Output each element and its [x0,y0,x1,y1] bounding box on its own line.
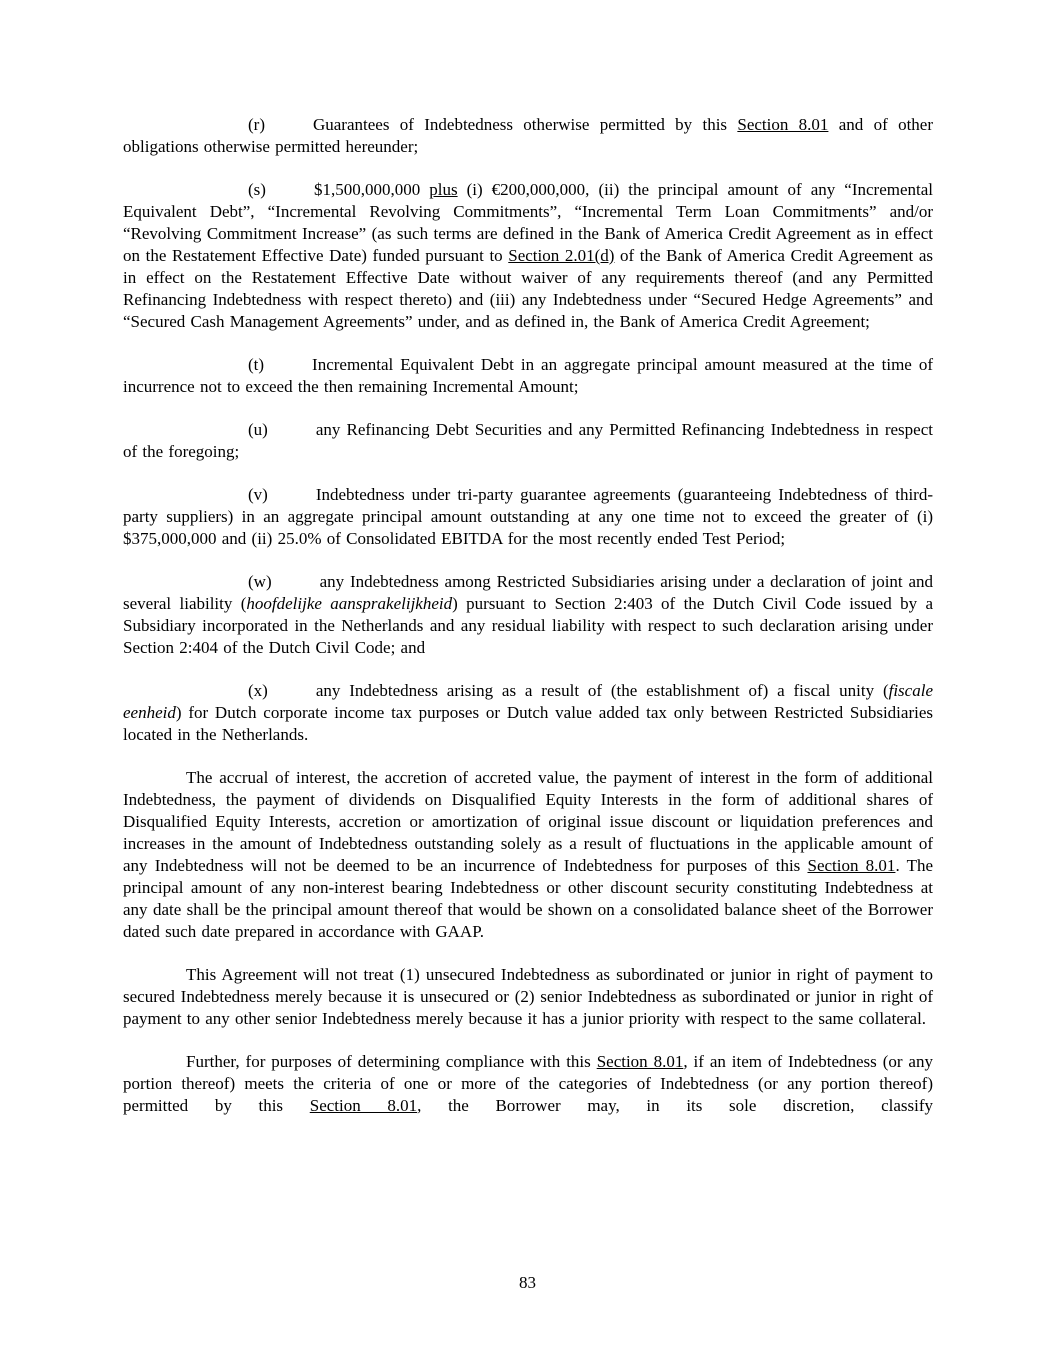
text-run: , the Borrower may, in its sole discretion, classify [417,1096,933,1115]
text-run: ) pursuant to Section 2:403 of the Dutch Civil Code issued by a Subsidiary incorporated in the Netherlands and any residual liability with respect to such declaration arising under Section 2:404 of the Dutch Civil Code; and [123,594,933,657]
text-run: . The principal amount of any non-interest bearing Indebtedness or other discount security constituting Indebtedness at any date shall be the principal amount thereof that would be shown on a consolidated balance sheet of the Borrower dated such date prepared in accordance with GAAP. [123,856,934,941]
list-paragraph-r [123,114,933,158]
list-item-label: (t) [248,355,265,374]
text-run: (i) €200,000,000, (ii) the principal amount of any “Incremental Equivalent Debt”, “Incremental Revolving Commitments”, “Incremental Term Loan Commitments” and/or “Revolving Commitment Increase” (as such terms are defined in the Bank of America Credit Agreement as in effect on the Restatement Effective Date) funded pursuant to [123,180,934,265]
text-run: any Refinancing Debt Securities and any Permitted Refinancing Indebtedness in respect of the foregoing; [123,420,933,461]
italic-foreign-phrase: hoofdelijke aansprakelijkheid [246,594,453,613]
underlined-section-reference: plus [429,180,458,199]
underlined-section-reference: Section 8.01 [309,1096,418,1115]
list-paragraph-t [123,354,933,398]
body-paragraph [123,964,933,1030]
body-paragraph [123,767,933,943]
list-item-label: (v) [248,485,268,504]
list-paragraph-v [123,484,933,550]
text-run: Guarantees of Indebtedness otherwise permitted by this [312,115,738,134]
underlined-section-reference: Section 8.01 [737,115,829,134]
list-item-label: (s) [248,180,266,199]
text-run: This Agreement will not treat (1) unsecured Indebtedness as subordinated or junior in right of payment to secured Indebtedness merely because it is unsecured or (2) senior Indebtedness as subordinated or junior in right of payment to any other senior Indebtedness merely because it has a junior priority with respect to the same collateral. [123,965,933,1028]
list-item-label: (w) [248,572,272,591]
text-run: of the Bank of America Credit Agreement as in effect on the Restatement Effective Date without waiver of any requirements thereof (and any Permitted Refinancing Indebtedness with respect thereto) and (iii) any Indebtedness under “Secured Hedge Agreements” and “Secured Cash Management Agreements” under, and as defined in, the Bank of America Credit Agreement; [123,246,933,331]
list-paragraph-x [123,680,933,746]
page-number: 83 [519,1273,536,1292]
underlined-section-reference: Section 8.01 [596,1052,684,1071]
text-run: ) for Dutch corporate income tax purposes or Dutch value added tax only between Restricted Subsidiaries located in the Netherlands. [123,703,933,744]
list-paragraph-s [123,179,933,333]
text-run: any Indebtedness arising as a result of (the establishment of) a fiscal unity ( [315,681,889,700]
text-run: Incremental Equivalent Debt in an aggregate principal amount measured at the time of incurrence not to exceed the then remaining Incremental Amount; [123,355,933,396]
text-run: and of other obligations otherwise permitted hereunder; [123,115,933,156]
italic-foreign-phrase: fiscale eenheid [123,681,933,722]
list-item-label: (u) [248,420,268,439]
text-run: any Indebtedness among Restricted Subsidiaries arising under a declaration of joint and several liability ( [123,572,933,613]
list-paragraph-w [123,571,933,659]
text-run: $1,500,000,000 [313,180,430,199]
underlined-section-reference: Section 2.01(d) [508,246,615,265]
list-paragraph-u [123,419,933,463]
text-run: Indebtedness under tri-party guarantee agreements (guaranteeing Indebtedness of third-party suppliers) in an aggregate principal amount outstanding at any one time not to exceed the greater of (i) $375,000,000 and (ii) 25.0% of Consolidated EBITDA for the most recently ended Test Period; [123,485,933,548]
body-paragraph [123,1051,933,1117]
text-run: The accrual of interest, the accretion of accreted value, the payment of interest in the form of additional Indebtedness, the payment of dividends on Disqualified Equity Interests in the form of additional shares of Disqualified Equity Interests, accretion or amortization of original issue discount or liquidation preferences and increases in the amount of Indebtedness outstanding solely as a result of fluctuations in the applicable amount of any Indebtedness will not be deemed to be an incurrence of Indebtedness for purposes of this [123,768,933,875]
list-item-label: (r) [248,115,265,134]
page-body [123,114,933,1138]
list-item-label: (x) [248,681,268,700]
underlined-section-reference: Section 8.01 [807,856,896,875]
text-run: , if an item of Indebtedness (or any portion thereof) meets the criteria of one or more of the categories of Indebtedness (or any portion thereof) permitted by this [123,1052,933,1115]
text-run: Further, for purposes of determining compliance with this [186,1052,597,1071]
